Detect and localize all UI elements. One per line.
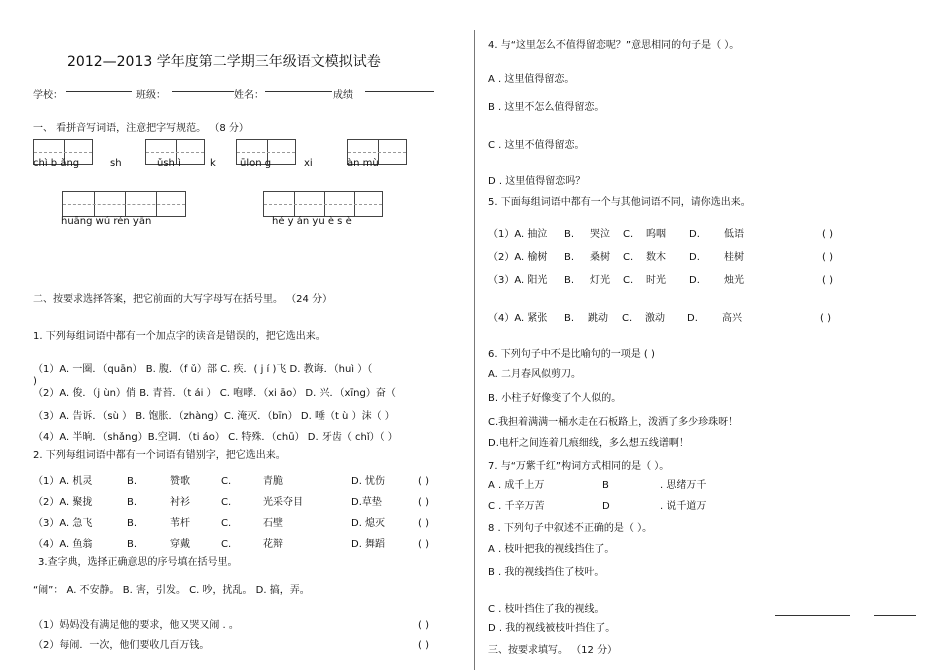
answer-paren[interactable]: ( ) [822,229,833,240]
option-line: . 说千道万 [660,501,707,512]
option-line: C . 这里不值得留恋。 [488,140,585,151]
writing-grid[interactable] [263,191,383,217]
class-blank[interactable] [172,91,234,92]
question-stem: 6. 下列句子中不是比喻句的一项是 ( ) [488,349,655,360]
score-label: 成绩 [333,90,353,101]
pinyin-label: chì b ǎng [33,158,80,169]
pinyin-label: ūlon g [240,158,272,169]
question-row: （2）A. 俊．（j ùn）俏 B. 青苔．（t ái ） C. 咆哮．（xi āo） D. 兴．（xīng）奋（ [33,388,396,399]
school-label: 学校： [33,90,63,101]
answer-paren[interactable]: ( ) [418,539,429,550]
answer-blank[interactable] [874,615,916,616]
option-line: B . 我的视线挡住了枝叶。 [488,567,605,578]
option-line: D.电杆之间连着几痕细线，多么想五线谱啊！ [488,438,689,449]
pinyin-label: sh [110,158,122,169]
pinyin-label: àn mù [347,158,379,169]
pinyin-label: huāng wú rén yān [61,216,152,227]
answer-paren[interactable]: ( ) [418,476,429,487]
pinyin-label: hé y án yu è s è [272,216,352,227]
option-line: B. 小柱子好像变了个人似的。 [488,393,622,404]
pinyin-label: ǔsh ì [157,158,181,169]
definition-line: “闹”： A. 不安静。 B. 害，引发。 C. 吵，扰乱。 D. 搞，弄。 [33,585,310,596]
question-stem: 7. 与“万紫千红”构词方式相同的是（ ）。 [488,461,670,472]
question-stem: 5. 下面每组词语中都有一个与其他词语不同，请你选出来。 [488,197,751,208]
section3-title: 三、按要求填写。 （12 分） [488,645,618,656]
question-stem: 2. 下列每组词语中都有一个词语有错别字，把它选出来。 [33,450,286,461]
pinyin-label: xi [304,158,313,169]
option-line: D . 这里值得留恋吗？ [488,176,586,187]
class-label: 班级： [136,90,166,101]
column-divider [474,30,475,670]
question-row: （3）A. 告诉．（sù ） B. 饱胀．（zhàng）C. 淹灭．（bīn） D. 唾（t ù ）沫（ ） [33,411,395,422]
name-blank[interactable] [265,91,332,92]
exam-title: 2012—2013 学年度第二学期三年级语文模拟试卷 [67,54,381,70]
section1-title: 一、 看拼音写词语，注意把字写规范。 （8 分） [33,123,249,134]
option-label: D [602,501,610,512]
pinyin-label: k [210,158,216,169]
question-item: （1）妈妈没有满足他的要求，他又哭又闹 . 。 [33,620,239,631]
question-row: （4）A. 半晌．（shǎng）B.空调．（ti áo） C. 特殊．（chū） D. 牙齿（ chǐ）（ ） [33,432,398,443]
option-label: B [602,480,609,491]
option-line: C . 千辛万苦 [488,501,545,512]
answer-paren[interactable]: ( ) [822,252,833,263]
option-line: A. 二月春风似剪刀。 [488,369,582,380]
answer-paren[interactable]: ( ) [418,518,429,529]
option-line: D . 我的视线被枝叶挡住了。 [488,623,616,634]
option-line: A . 这里值得留恋。 [488,74,575,85]
option-line: . 思绪万千 [660,480,707,491]
option-line: B . 这里不怎么值得留恋。 [488,102,605,113]
answer-paren[interactable]: ( ) [418,497,429,508]
question-item: （2）每闹．一次，他们要收几百万钱。 [33,640,210,651]
answer-paren[interactable]: ( ) [418,640,429,651]
answer-paren[interactable]: ( ) [822,275,833,286]
question-stem: 1. 下列每组词语中都有一个加点字的读音是错误的，把它选出来。 [33,331,326,342]
option-line: A . 成千上万 [488,480,545,491]
answer-paren[interactable]: ( ) [418,620,429,631]
question-row: （1）A. 一圈．（quān） B. 腹．（f ǔ）部 C. 疾．( j í )飞 D. 教诲．（huì ）（ [33,364,373,375]
name-label: 姓名： [234,90,264,101]
answer-blank[interactable] [775,615,850,616]
question-stem: 3.查字典，选择正确意思的序号填在括号里。 [38,557,238,568]
writing-grid[interactable] [62,191,186,217]
answer-paren[interactable]: ( ) [820,313,831,324]
question-row: ) [33,376,37,387]
school-blank[interactable] [66,91,132,92]
section2-title: 二、按要求选择答案，把它前面的大写字母写在括号里。 （24 分） [33,294,333,305]
option-line: A . 枝叶把我的视线挡住了。 [488,544,615,555]
question-stem: 4. 与“这里怎么不值得留恋呢？”意思相同的句子是（ ）。 [488,40,740,51]
question-stem: 8 . 下列句子中叙述不正确的是（ ）。 [488,523,653,534]
score-blank[interactable] [365,91,434,92]
option-line: C . 枝叶挡住了我的视线。 [488,604,605,615]
option-line: C.我担着满满一桶水走在石板路上，泼洒了多少珍珠呀！ [488,417,739,428]
